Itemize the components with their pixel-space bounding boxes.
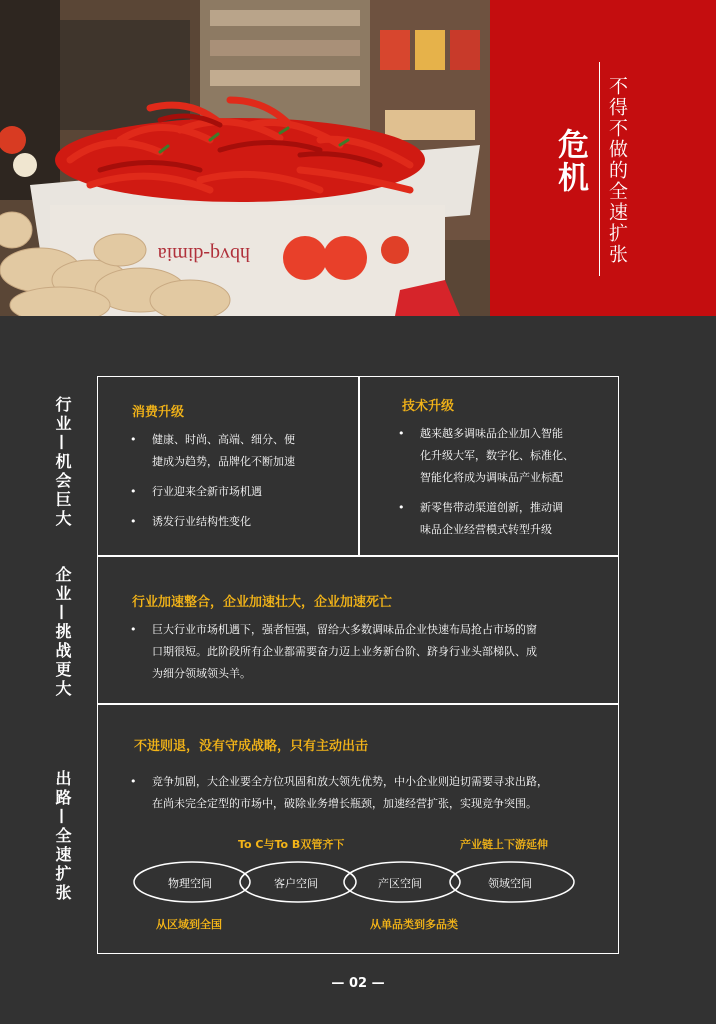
title-divider	[599, 62, 600, 276]
chili-market-photo	[0, 0, 490, 316]
crisis-title: 危机	[552, 128, 588, 194]
list-item	[130, 619, 600, 685]
frame-divider	[98, 703, 618, 705]
technology-list	[398, 423, 618, 549]
frame-divider	[98, 555, 618, 557]
list-item	[130, 771, 610, 815]
diagram-label-bottom-right: 从单品类到多品类	[370, 918, 458, 931]
bullet-text: 行业迎来全新市场机遇	[152, 485, 262, 498]
bullet-text: 化升级大军，数字化、标准化、	[420, 449, 574, 462]
paragraph-line: 巨大行业市场机遇下，强者恒强，留给大多数调味品企业快速布局抢占市场的窗	[152, 623, 537, 636]
strategy-list	[130, 771, 610, 823]
side-label-way-out: 出路—全速扩张	[53, 770, 72, 903]
oval-label: 物理空间	[168, 877, 212, 890]
paragraph-line: 口期很短。此阶段所有企业都需要奋力迈上业务新台阶、跻身行业头部梯队、成	[152, 645, 537, 658]
diagram-label-top-right: 产业链上下游延伸	[460, 838, 548, 851]
consolidation-title: 行业加速整合，企业加速壮大，企业加速死亡	[132, 595, 393, 610]
diagram-label-bottom-left: 从区域到全国	[156, 918, 222, 931]
paragraph-line: 为细分领域领头羊。	[152, 667, 251, 680]
list-item	[130, 511, 350, 533]
consolidation-list	[130, 619, 600, 693]
hero-banner	[0, 0, 716, 316]
expansion-diagram	[130, 836, 590, 940]
svg-text:hbvq-dimia: hbvq-dimia	[157, 243, 250, 265]
technology-title: 技术升级	[402, 399, 455, 414]
side-label-enterprise: 企业—挑战更大	[53, 566, 72, 699]
consumption-list	[130, 429, 350, 541]
bullet-text: 捷成为趋势，品牌化不断加速	[152, 455, 295, 468]
oval-label: 产区空间	[378, 877, 422, 890]
diagram-label-top-left: To C与To B双管齐下	[238, 838, 345, 851]
list-item	[398, 497, 618, 541]
page-number: — 02 —	[331, 976, 385, 991]
list-item	[130, 481, 350, 503]
crisis-subtitle: 不得不做的全速扩张	[606, 76, 628, 265]
bullet-text: 诱发行业结构性变化	[152, 515, 251, 528]
bullet-text: 健康、时尚、高端、细分、便	[152, 433, 295, 446]
consumption-title: 消费升级	[132, 405, 185, 420]
list-item	[130, 429, 350, 473]
side-label-industry: 行业—机会巨大	[53, 396, 72, 529]
oval-label: 客户空间	[274, 877, 318, 890]
paragraph-line: 竞争加剧，大企业要全方位巩固和放大领先优势，中小企业则迫切需要寻求出路，	[152, 775, 548, 788]
list-item	[398, 423, 618, 489]
paragraph-line: 在尚未完全定型的市场中，破除业务增长瓶颈，加速经营扩张，实现竞争突围。	[152, 797, 537, 810]
bullet-text: 新零售带动渠道创新，推动调	[420, 501, 563, 514]
strategy-title: 不进则退，没有守成战略，只有主动出击	[134, 739, 369, 754]
bullet-text: 味品企业经营模式转型升级	[420, 523, 552, 536]
bullet-text: 越来越多调味品企业加入智能	[420, 427, 563, 440]
frame-divider	[358, 377, 360, 555]
bullet-text: 智能化将成为调味品产业标配	[420, 471, 563, 484]
chili-photo-illustration	[0, 0, 490, 316]
oval-label: 领域空间	[488, 877, 532, 890]
